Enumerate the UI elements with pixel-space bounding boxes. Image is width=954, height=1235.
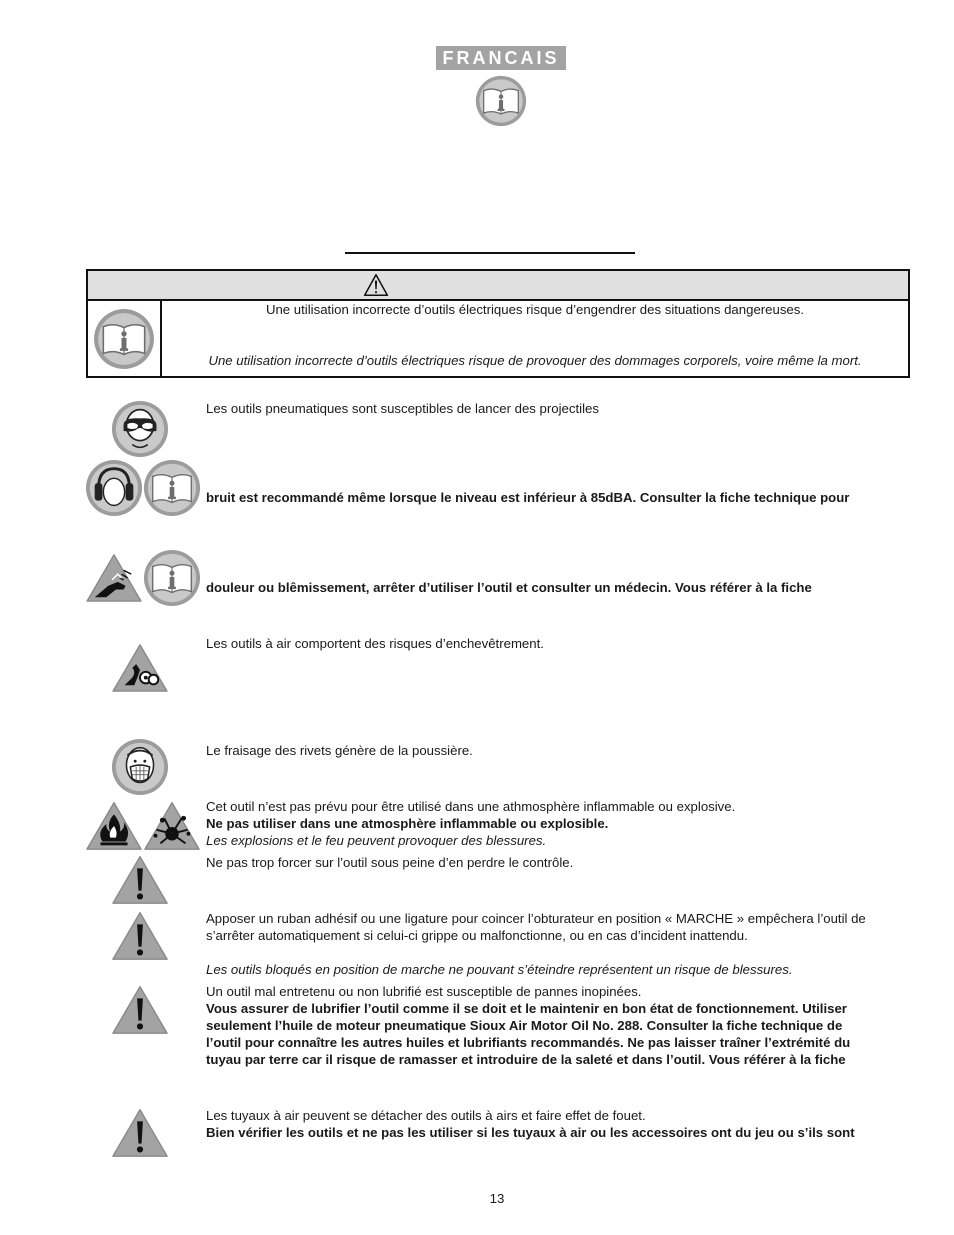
info-manual-icon [93,308,155,370]
warning-box [86,269,910,378]
maintenance-text-2: Vous assurer de lubrifier l’outil comme il se doit et le maintenir en bon état de fonctionnement. Utiliser [206,1001,847,1016]
warning-line-2: Une utilisation incorrecte d’outils électriques risque de provoquer des dommages corporels, voire même la mort. [208,353,862,368]
warning-box-header [88,271,908,301]
explosive-icon [143,800,201,852]
page-number: 13 [489,1191,505,1206]
language-badge: FRANCAIS [436,46,566,70]
info-manual-icon [143,549,201,607]
flammable-icon [85,800,143,852]
hoses-text-2: Bien vérifier les outils et ne pas les utiliser si les tuyaux à air ou les accessoires ont du jeu ou s’ils sont [206,1125,855,1140]
trigger-text-2: s’arrêter automatiquement si celui-ci grippe ou malfonctionne, ou en cas d’incident inattendu. [206,928,748,943]
ear-protection-icon [85,459,143,517]
hoses-text-1: Les tuyaux à air peuvent se détacher des outils à airs et faire effet de fouet. [206,1108,646,1123]
info-manual-icon [143,459,201,517]
maintenance-text-3: seulement l’huile de moteur pneumatique Sioux Air Motor Oil No. 288. Consulter la fiche technique de [206,1018,843,1033]
caution-icon [111,910,169,962]
maintenance-text-4: l’outil pour connaître les autres huiles et lubrifiants recommandés. Ne pas laisser traîner l’extrémité du [206,1035,851,1050]
warning-line-1: Une utilisation incorrecte d’outils électriques risque d’engendrer des situations dangereuses. [265,302,805,317]
vibration-text: douleur ou blêmissement, arrêter d’utiliser l’outil et consulter un médecin. Vous référer à la fiche [206,580,812,595]
info-manual-icon [475,75,527,127]
force-text: Ne pas trop forcer sur l’outil sous peine d’en perdre le contrôle. [206,855,574,870]
title-underline [345,252,635,254]
noise-text: bruit est recommandé même lorsque le niveau est inférieur à 85dBA. Consulter la fiche technique pour [206,490,850,505]
vibration-hand-icon [85,553,143,603]
caution-icon [111,854,169,906]
explosion-text-2: Ne pas utiliser dans une atmosphère inflammable ou explosible. [206,816,609,831]
warning-box-icon-cell [88,301,162,376]
dust-text: Le fraisage des rivets génère de la poussière. [206,743,473,758]
explosion-text-3: Les explosions et le feu peuvent provoquer des blessures. [206,833,547,848]
caution-icon [111,984,169,1036]
entanglement-text: Les outils à air comportent des risques d’enchevêtrement. [206,636,544,651]
entanglement-icon [111,643,169,693]
warning-triangle-icon [363,273,389,297]
trigger-text-1: Apposer un ruban adhésif ou une ligature pour coincer l’obturateur en position « MARCHE » empêchera l’outil de [206,911,866,926]
caution-icon [111,1107,169,1159]
trigger-text-3: Les outils bloqués en position de marche ne pouvant s’éteindre représentent un risque de blessures. [206,962,793,977]
safety-goggles-icon [111,400,169,458]
explosion-text-1: Cet outil n’est pas prévu pour être utilisé dans une athmosphère inflammable ou explosive. [206,799,736,814]
maintenance-text-1: Un outil mal entretenu ou non lubrifié est susceptible de pannes inopinées. [206,984,642,999]
projectiles-text: Les outils pneumatiques sont susceptibles de lancer des projectiles [206,401,599,416]
dust-mask-icon [111,738,169,796]
maintenance-text-5: tuyau par terre car il risque de ramasser et introduire de la saleté et dans l’outil. Vous référer à la fiche [206,1052,846,1067]
